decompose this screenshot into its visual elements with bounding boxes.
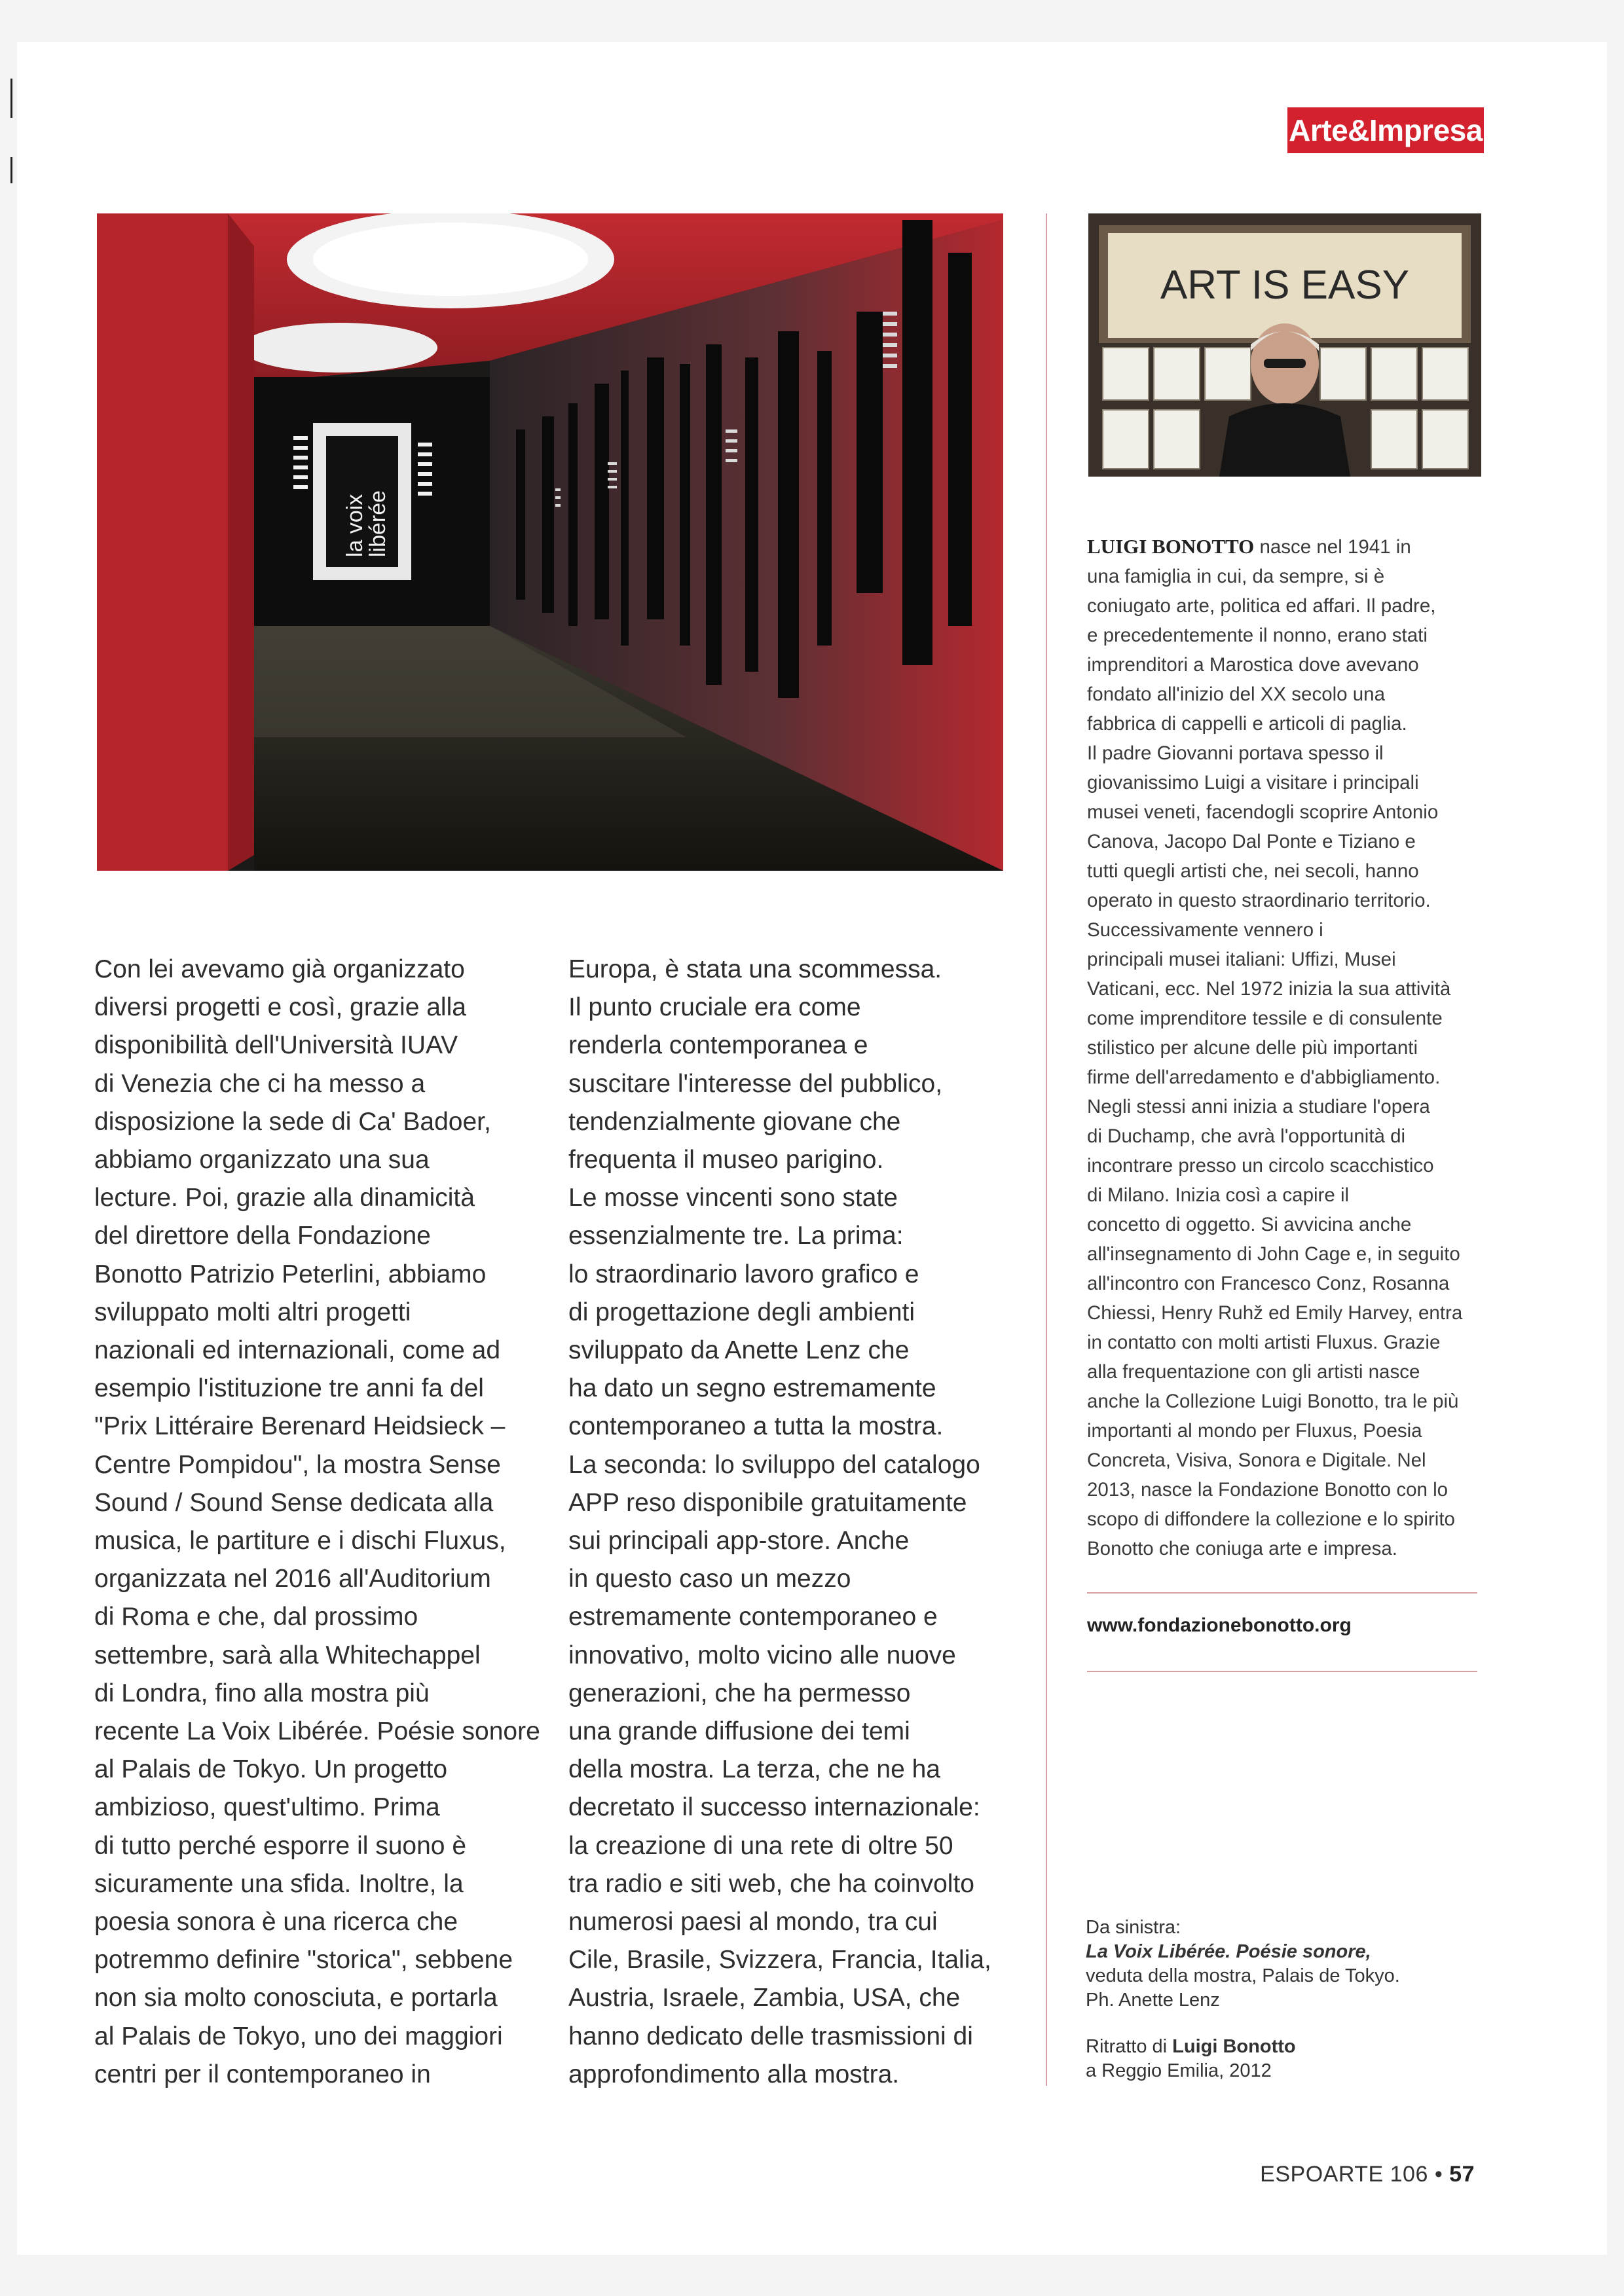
text-line: renderla contemporanea e [568, 1031, 868, 1060]
text-line: del direttore della Fondazione [94, 1222, 431, 1250]
photo-caption [1086, 1916, 1479, 2083]
article-column-2 [568, 951, 1014, 2094]
text-line: Concreta, Visiva, Sonora e Digitale. Nel [1087, 1449, 1426, 1471]
text-line: concetto di oggetto. Si avvicina anche [1087, 1214, 1412, 1235]
text-line: alla frequentazione con gli artisti nasce [1087, 1361, 1420, 1383]
text-line: sui principali app-store. Anche [568, 1527, 910, 1556]
text-line: di Milano. Inizia così a capire il [1087, 1184, 1350, 1206]
portrait-sign-text: ART IS EASY [1160, 263, 1410, 308]
text-line: al Palais de Tokyo. Un progetto [94, 1755, 448, 1784]
text-line: la creazione di una rete di oltre 50 [568, 1831, 953, 1860]
text-line: disponibilità dell'Università IUAV [94, 1031, 458, 1060]
text-line: in questo caso un mezzo [568, 1565, 851, 1594]
exhibition-sign-text: libérée [365, 490, 390, 557]
exhibition-photo-illustration [97, 213, 1003, 871]
text-line: frequenta il museo parigino. [568, 1146, 884, 1175]
text-line: Cile, Brasile, Svizzera, Francia, Italia, [568, 1946, 991, 1975]
text-line: contemporaneo a tutta la mostra. [568, 1412, 944, 1441]
text-line: di Londra, fino alla mostra più [94, 1679, 430, 1707]
text-line: ambizioso, quest'ultimo. Prima [94, 1793, 440, 1822]
caption-gap [1086, 2013, 1479, 2035]
text-line: della mostra. La terza, che ne ha [568, 1755, 940, 1784]
text-line: disposizione la sede di Ca' Badoer, [94, 1107, 491, 1136]
text-line: importanti al mondo per Fluxus, Poesia [1087, 1420, 1422, 1442]
text-line: numerosi paesi al mondo, tra cui [568, 1908, 938, 1937]
text-line: tra radio e siti web, che ha coinvolto [568, 1869, 975, 1898]
text-line: musei veneti, facendogli scoprire Antonio [1087, 801, 1439, 823]
caption-line: La Voix Libérée. Poésie sonore, [1086, 1941, 1371, 1962]
portrait-photo [1088, 213, 1481, 477]
text-line: poesia sonora è una ricerca che [94, 1908, 458, 1937]
text-line: approfondimento alla mostra. [568, 2060, 900, 2088]
text-line: Il padre Giovanni portava spesso il [1087, 742, 1384, 764]
text-line: principali musei italiani: Uffizi, Musei [1087, 949, 1396, 970]
text-line: diversi progetti e così, grazie alla [94, 993, 466, 1022]
text-line: ha dato un segno estremamente [568, 1374, 936, 1403]
text-line: incontrare presso un circolo scacchistico [1087, 1155, 1434, 1176]
text-line: anche la Collezione Luigi Bonotto, tra le più [1087, 1391, 1459, 1412]
text-line: Europa, è stata una scommessa. [568, 955, 942, 983]
text-line: sicuramente una sfida. Inoltre, la [94, 1869, 464, 1898]
page-folio [1260, 2162, 1475, 2187]
text-line: esempio l'istituzione tre anni fa del [94, 1374, 484, 1403]
caption-line: Ph. Anette Lenz [1086, 1990, 1220, 2011]
section-tag: Arte&Impresa [1287, 107, 1484, 153]
text-line: di Duchamp, che avrà l'opportunità di [1087, 1125, 1406, 1147]
text-line: nazionali ed internazionali, come ad [94, 1336, 501, 1365]
text-line: di Roma e che, dal prossimo [94, 1603, 418, 1631]
text-line: abbiamo organizzato una sua [94, 1146, 430, 1175]
text-line: generazioni, che ha permesso [568, 1679, 911, 1707]
text-line: hanno dedicato delle trasmissioni di [568, 2022, 973, 2050]
text-line: non sia molto conosciuta, e portarla [94, 1984, 498, 2013]
scan-mark [10, 79, 12, 118]
text-line: all'incontro con Francesco Conz, Rosanna [1087, 1273, 1450, 1294]
text-line: lecture. Poi, grazie alla dinamicità [94, 1184, 475, 1212]
text-line: di tutto perché esporre il suono è [94, 1831, 467, 1860]
text-line: tutti quegli artisti che, nei secoli, hanno [1087, 860, 1419, 882]
text-line: Le mosse vincenti sono state [568, 1184, 898, 1212]
text-line: tendenzialmente giovane che [568, 1107, 901, 1136]
text-line: Negli stessi anni inizia a studiare l'opera [1087, 1096, 1430, 1118]
text-line: Bonotto Patrizio Peterlini, abbiamo [94, 1260, 487, 1288]
text-line: settembre, sarà alla Whitechappel [94, 1641, 481, 1669]
website-link[interactable]: www.fondazionebonotto.org [1087, 1614, 1352, 1636]
caption-line [1086, 2035, 1479, 2059]
text-line: una famiglia in cui, da sempre, si è [1087, 566, 1385, 587]
text-line: di progettazione degli ambienti [568, 1298, 915, 1326]
text-line: al Palais de Tokyo, uno dei maggiori [94, 2022, 503, 2050]
caption-line: a Reggio Emilia, 2012 [1086, 2060, 1272, 2081]
text-line: una grande diffusione dei temi [568, 1717, 910, 1746]
text-line: scopo di diffondere la collezione e lo spirito [1087, 1508, 1455, 1530]
text-line: potremmo definire "storica", sebbene [94, 1946, 513, 1975]
text-line: essenzialmente tre. La prima: [568, 1222, 904, 1250]
caption-line: veduta della mostra, Palais de Tokyo. [1086, 1965, 1400, 1986]
column-divider [1046, 213, 1047, 2086]
text-line: all'insegnamento di John Cage e, in seguito [1087, 1243, 1460, 1265]
text-line: imprenditori a Marostica dove avevano [1087, 654, 1419, 676]
text-line: come imprenditore tessile e di consulente [1087, 1008, 1443, 1029]
page-number: 57 [1449, 2162, 1475, 2187]
text-line [1087, 532, 1480, 562]
text-line: giovanissimo Luigi a visitare i principali [1087, 772, 1419, 793]
exhibition-photo [97, 213, 1003, 871]
text-line: operato in questo straordinario territorio. [1087, 890, 1431, 911]
text-line: Chiessi, Henry Ruhž ed Emily Harvey, entra [1087, 1302, 1463, 1324]
text-line: Sound / Sound Sense dedicata alla [94, 1488, 494, 1517]
text-line: suscitare l'interesse del pubblico, [568, 1069, 943, 1098]
text-line: fondato all'inizio del XX secolo una [1087, 683, 1385, 705]
text-line: Centre Pompidou", la mostra Sense [94, 1450, 501, 1479]
text-line: firme dell'arredamento e d'abbigliamento. [1087, 1066, 1441, 1088]
magazine-name: ESPOARTE 106 [1260, 2162, 1428, 2187]
text-line: centri per il contemporaneo in [94, 2060, 431, 2088]
text-line: musica, le partiture e i dischi Fluxus, [94, 1527, 506, 1556]
sidebar-rule [1087, 1671, 1477, 1672]
text-line: estremamente contemporaneo e [568, 1603, 938, 1631]
text-line: lo straordinario lavoro grafico e [568, 1260, 919, 1288]
text-line: e precedentemente il nonno, erano stati [1087, 625, 1428, 646]
text-line: recente La Voix Libérée. Poésie sonore [94, 1717, 540, 1746]
text-line: La seconda: lo sviluppo del catalogo [568, 1450, 980, 1479]
text-line: 2013, nasce la Fondazione Bonotto con lo [1087, 1479, 1449, 1501]
text-line: Successivamente vennero i [1087, 919, 1323, 941]
caption-line: Da sinistra: [1086, 1917, 1181, 1938]
caption-name: Luigi Bonotto [1172, 2036, 1296, 2057]
portrait-illustration [1088, 213, 1481, 477]
text-line: Con lei avevamo già organizzato [94, 955, 465, 983]
text-line: APP reso disponibile gratuitamente [568, 1488, 967, 1517]
scan-mark [10, 157, 12, 183]
bio-text: nasce nel 1941 in [1254, 536, 1411, 558]
folio-separator: • [1428, 2162, 1450, 2187]
text-line: di Venezia che ci ha messo a [94, 1069, 426, 1098]
text-line: innovativo, molto vicino alle nuove [568, 1641, 956, 1669]
article-paragraph [568, 951, 1014, 2094]
text-line: Austria, Israele, Zambia, USA, che [568, 1984, 961, 2013]
text-line: fabbrica di cappelli e articoli di paglia. [1087, 713, 1407, 735]
text-line: organizzata nel 2016 all'Auditorium [94, 1565, 491, 1594]
caption-text: Ritratto di [1086, 2036, 1173, 2057]
text-line: Bonotto che coniuga arte e impresa. [1087, 1538, 1397, 1559]
text-line: stilistico per alcune delle più importanti [1087, 1037, 1418, 1059]
text-line: Vaticani, ecc. Nel 1972 inizia la sua attività [1087, 978, 1451, 1000]
text-line: sviluppato da Anette Lenz che [568, 1336, 910, 1365]
text-line: sviluppato molti altri progetti [94, 1298, 411, 1326]
bio-name: LUIGI BONOTTO [1087, 535, 1255, 558]
bio-box [1087, 532, 1480, 1563]
text-line: decretato il successo internazionale: [568, 1793, 980, 1822]
text-line: Canova, Jacopo Dal Ponte e Tiziano e [1087, 831, 1416, 852]
sidebar-rule [1087, 1592, 1477, 1594]
text-line: in contatto con molti artisti Fluxus. Grazie [1087, 1332, 1441, 1353]
article-paragraph [94, 951, 540, 2094]
exhibition-sign-text: la voix [342, 494, 367, 557]
text-line: "Prix Littéraire Berenard Heidsieck – [94, 1412, 506, 1441]
text-line: coniugato arte, politica ed affari. Il padre, [1087, 595, 1436, 617]
text-line: Il punto cruciale era come [568, 993, 861, 1022]
article-column-1 [94, 951, 540, 2094]
